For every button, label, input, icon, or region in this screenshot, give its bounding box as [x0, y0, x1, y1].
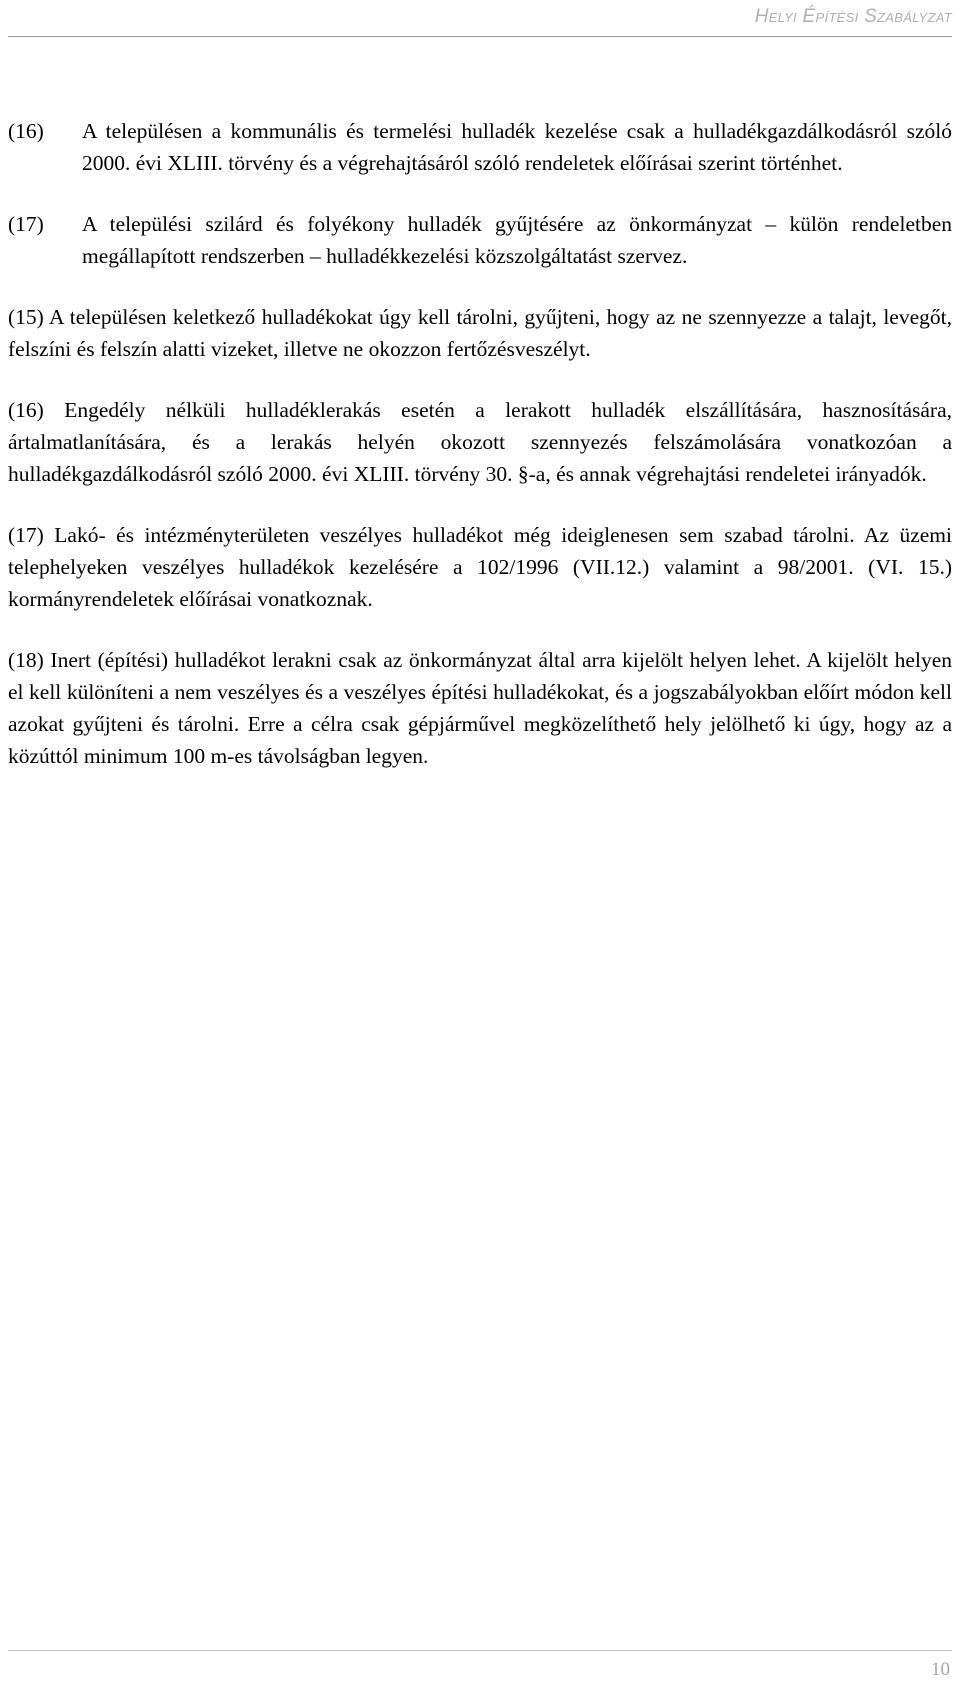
paragraph-number: (17) — [8, 212, 44, 236]
document-body — [8, 115, 952, 801]
page-footer — [0, 1640, 960, 1697]
page-header — [0, 0, 960, 40]
header-title: Helyi Építési Szabályzat — [754, 6, 952, 27]
footer-divider — [8, 1650, 952, 1651]
paragraph-16-illegal-dumping: (16) Engedély nélküli hulladéklerakás esetén a lerakott hulladék elszállítására, hasznosítására, ártalmatlanítására, és a lerakás helyén okozott szennyezés felszámolására vonatkozóan a hulladékgazdálkodásról szóló 2000. évi XLIII. törvény 30. §-a, és annak végrehajtási rendeletei irányadók. — [8, 398, 952, 486]
paragraph-16-waste-management — [8, 115, 952, 179]
paragraph-number: (16) — [8, 119, 44, 143]
paragraph-17-hazardous-waste: (17) Lakó- és intézményterületen veszélyes hulladékot még ideiglenesen sem szabad tárolni. Az üzemi telephelyeken veszélyes hulladékok kezelésére a 102/1996 (VII.12.) valamint a 98/2001. (VI. 15.) kormányrendeletek előírásai vonatkoznak. — [8, 523, 952, 611]
paragraph-18-inert-waste: (18) Inert (építési) hulladékot lerakni csak az önkormányzat által arra kijelölt helyen lehet. A kijelölt helyen el kell különíteni a nem veszélyes és a veszélyes építési hulladékokat, és a jogszabályokban előírt módon kell azokat gyűjteni és tárolni. Erre a célra csak gépjárművel megközelíthető hely jelölhető ki úgy, hogy az a közúttól minimum 100 m-es távolságban legyen. — [8, 648, 952, 768]
page-number: 10 — [931, 1659, 950, 1680]
paragraph-15-waste-storage: (15) A településen keletkező hulladékokat úgy kell tárolni, gyűjteni, hogy az ne szennyezze a talajt, levegőt, felszíni és felszín alatti vizeket, illetve ne okozzon fertőzésveszélyt. — [8, 305, 952, 361]
paragraph-text: A települési szilárd és folyékony hulladék gyűjtésére az önkormányzat – külön rendeletben megállapított rendszerben – hulladékkezelési közszolgáltatást szervez. — [82, 212, 952, 268]
paragraph-text: A településen a kommunális és termelési hulladék kezelése csak a hulladékgazdálkodásról szóló 2000. évi XLIII. törvény és a végrehajtásáról szóló rendeletek előírásai szerint történhet. — [82, 119, 952, 175]
header-divider — [8, 36, 952, 37]
paragraph-17-waste-collection — [8, 208, 952, 272]
